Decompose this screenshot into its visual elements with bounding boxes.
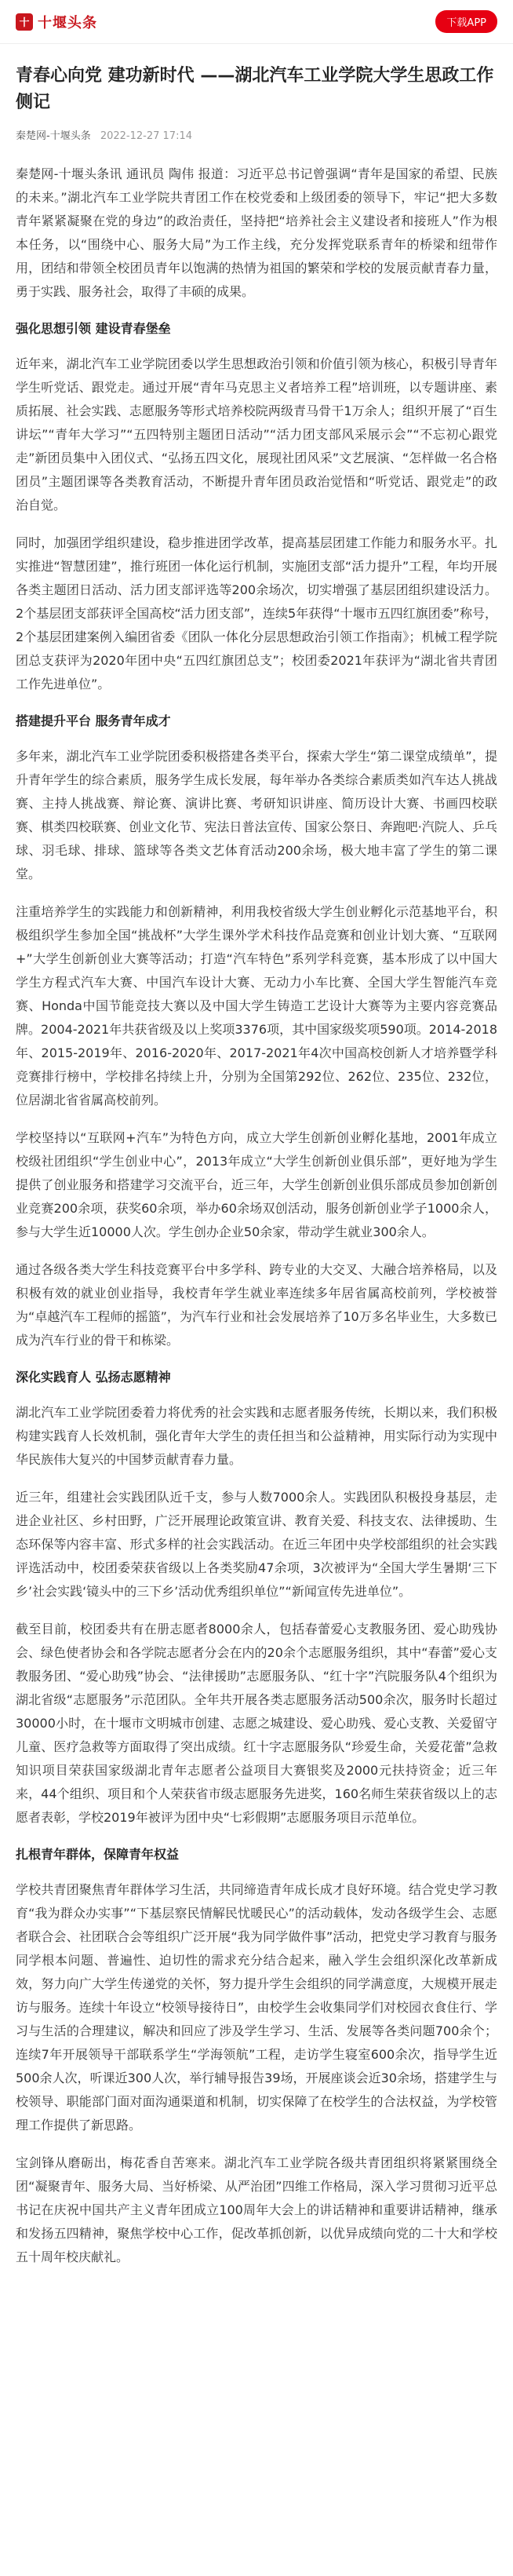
section-heading: 搭建提升平台 服务青年成才 <box>16 713 171 728</box>
paragraph: 通过各级各类大学生科技竞赛平台中多学科、跨专业的大交叉、大融合培养格局，以及积极有效的就业创业指导，我校青年学生就业率连续多年居省属高校前列，学校被誉为“卓越汽车工程师的摇篮”，为汽车行业和社会发展培养了10万多名毕业生，大多数已成为汽车行业的骨干和栋梁。 <box>16 1262 497 1348</box>
paragraph: 宝剑锋从磨砺出，梅花香自苦寒来。湖北汽车工业学院各级共青团组织将紧紧围绕全团“凝聚青年、服务大局、当好桥梁、从严治团”四维工作格局，深入学习贯彻习近平总书记在庆祝中国共产主义青年团成立100周年大会上的讲话精神和重要讲话精神，继承和发扬五四精神，聚焦学校中心工作，促改革抓创新，以优异成绩向党的二十大和学校五十周年校庆献礼。 <box>16 2155 497 2264</box>
article-source[interactable]: 秦楚网-十堰头条 <box>16 130 91 142</box>
article <box>0 44 513 2307</box>
paragraph: 截至目前，校团委共有在册志愿者8000余人，包括春蕾爱心支教服务团、爱心助残协会、绿色使者协会和各学院志愿者分会在内的20余个志愿服务组织，其中“春蕾”爱心支教服务团、“爱心助残”协会、“法律援助”志愿服务队、“红十字”汽院服务队4个组织为湖北省级“志愿服务”示范团队。全年共开展各类志愿服务活动500余次，服务时长超过30000小时，在十堰市文明城市创建、志愿之城建设、爱心助残、爱心支教、关爱留守儿童、医疗急救等方面取得了突出成绩。红十字志愿服务队“珍爱生命，关爱花蕾”急救知识项目荣获国家级湖北青年志愿者公益项目大赛银奖及2000元扶持资金；近三年来，44个组织、项目和个人荣获省市级志愿服务先进奖，160名师生荣获省级以上的志愿者表彰，学校2019年被评为团中央“七彩假期”志愿服务项目示范单位。 <box>16 1622 497 1825</box>
section-heading: 强化思想引领 建设青春堡垒 <box>16 321 171 336</box>
section-heading: 扎根青年群体，保障青年权益 <box>16 1847 180 1862</box>
article-title: 青春心向党 建功新时代 ——湖北汽车工业学院大学生思政工作侧记 <box>16 66 494 112</box>
paragraph: 近年来，湖北汽车工业学院团委以学生思想政治引领和价值引领为核心，积极引导青年学生听党话、跟党走。通过开展“青年马克思主义者培养工程”培训班，以专题讲座、素质拓展、社会实践、志愿服务等形式培养校院两级青马骨干1万余人；组织开展了“百生讲坛”“青年大学习”“五四特别主题团日活动”“活力团支部风采展示会”“不忘初心跟党走”新团员集中入团仪式、“弘扬五四文化，展现社团风采”文艺展演、“怎样做一名合格团员”主题团课等各类教育活动，不断提升青年团员政治觉悟和“听党话、跟党走”的政治自觉。 <box>16 356 497 513</box>
article-body <box>16 162 497 2269</box>
brand-name: 十堰头条 <box>38 14 97 31</box>
paragraph: 多年来，湖北汽车工业学院团委积极搭建各类平台，探索大学生“第二课堂成绩单”，提升青年学生的综合素质，服务学生成长发展，每年举办各类综合素质类如汽车达人挑战赛、主持人挑战赛、辩论赛、演讲比赛、考研知识讲座、简历设计大赛、书画四校联赛、棋类四校联赛、创业文化节、宪法日普法宣传、国家公祭日、奔跑吧·汽院人、乒乓球、羽毛球、排球、篮球等各类文艺体育活动200余场，极大地丰富了学生的第二课堂。 <box>16 749 497 881</box>
top-bar <box>0 0 513 44</box>
paragraph: 秦楚网-十堰头条讯 通讯员 陶伟 报道：习近平总书记曾强调“青年是国家的希望、民族的未来。”湖北汽车工业学院共青团工作在校党委和上级团委的领导下，牢记“把大多数青年紧紧凝聚在党的身边”的政治责任，坚持把“培养社会主义建设者和接班人”作为根本任务，以“围绕中心、服务大局”为工作主线，充分发挥党联系青年的桥梁和纽带作用，团结和带领全校团员青年以饱满的热情为祖国的繁荣和学校的发展贡献青春力量，勇于实践、服务社会，取得了丰硕的成果。 <box>16 166 497 299</box>
paragraph: 注重培养学生的实践能力和创新精神，利用我校省级大学生创业孵化示范基地平台，积极组织学生参加全国“挑战杯”大学生课外学术科技作品竞赛和创业计划大赛、“互联网+”大学生创新创业大赛等活动；打造“汽车特色”系列学科竞赛，基本形成了以中国大学生方程式汽车大赛、中国汽车设计大赛、无动力小车比赛、全国大学生智能汽车竞赛、Honda中国节能竞技大赛以及中国大学生铸造工艺设计大赛等为主要内容竞赛品牌。2004-2021年共获省级及以上奖项3376项，其中国家级奖项590项。2014-2018年、2015-2019年、2016-2020年、2017-2021年4次中国高校创新人才培养暨学科竞赛排行榜中，学校排名持续上升，分别为全国第292位、262位、235位、232位，位居湖北省省属高校前列。 <box>16 904 497 1107</box>
paragraph: 学校坚持以“互联网+汽车”为特色方向，成立大学生创新创业孵化基地，2001年成立校级社团组织“学生创业中心”，2013年成立“大学生创新创业俱乐部”，更好地为学生提供了创业服务和搭建学习交流平台，近三年，大学生创新创业俱乐部成员参加创新创业竞赛200余项，获奖60余项，举办60余场双创活动，服务创新创业学子1000余人，参与大学生近10000人次。学生创办企业50余家，带动学生就业300余人。 <box>16 1130 497 1239</box>
section-heading: 深化实践育人 弘扬志愿精神 <box>16 1370 171 1385</box>
paragraph: 湖北汽车工业学院团委着力将优秀的社会实践和志愿者服务传统，长期以来，我们积极构建实践育人长效机制，强化青年大学生的责任担当和公益精神，用实际行动为实现中华民族伟大复兴的中国梦贡献青春力量。 <box>16 1405 497 1467</box>
paragraph: 近三年，组建社会实践团队近千支，参与人数7000余人。实践团队积极投身基层，走进企业社区、乡村田野，广泛开展理论政策宣讲、教育关爱、科技支农、法律援助、生态环保等内容丰富、形式多样的社会实践活动。在近三年团中央学校部组织的社会实践评选活动中，校团委荣获省级以上各类奖励47余项，3次被评为“全国大学生暑期‘三下乡’社会实践‘镜头中的三下乡’活动优秀组织单位”“新闻宣传先进单位”。 <box>16 1490 497 1599</box>
brand-logo-icon: 十 <box>16 13 33 31</box>
download-app-button[interactable]: 下载APP <box>435 10 497 33</box>
brand[interactable] <box>16 12 97 32</box>
article-time: 2022-12-27 17:14 <box>100 130 192 142</box>
paragraph: 学校共青团聚焦青年群体学习生活，共同缔造青年成长成才良好环境。结合党史学习教育“我为群众办实事”“下基层察民情解民忧暖民心”的活动载体，发动各级学生会、志愿者联合会、社团联合会等组织广泛开展“我为同学做件事”活动，把党史学习教育与服务同学根本问题、普遍性、迫切性的需求充分结合起来，融入学生会组织深化改革新成效，努力向广大学生传递党的关怀，努力提升学生会组织的同学满意度，大规模开展走访与服务。连续十年设立“校领导接待日”，由校学生会收集同学们对校园衣食住行、学习与生活的合理建议，解决和回应了涉及学生学习、生活、发展等各类问题700余个；连续7年开展领导干部联系学生“学海领航”工程，走访学生寝室600余次，指导学生近500余人次，听课近300人次，举行辅导报告39场，开展座谈会近30余场，搭建学生与校领导、职能部门面对面沟通渠道和机制，切实保障了在校学生的合法权益，为学校管理工作提供了新思路。 <box>16 1882 497 2133</box>
paragraph: 同时，加强团学组织建设，稳步推进团学改革，提高基层团建工作能力和服务水平。扎实推进“智慧团建”，推行班团一体化运行机制，实施团支部“活力提升”工程，年均开展各类主题团日活动、活力团支部评选等200余场次，切实增强了基层团组织建设活力。2个基层团支部获评全国高校“活力团支部”，连续5年获得“十堰市五四红旗团委”称号，2个基层团建案例入编团省委《团队一体化分层思想政治引领工作指南》；机械工程学院团总支获评为2020年团中央“五四红旗团总支”；校团委2021年获评为“湖北省共青团工作先进单位”。 <box>16 535 497 691</box>
article-meta <box>16 127 497 142</box>
